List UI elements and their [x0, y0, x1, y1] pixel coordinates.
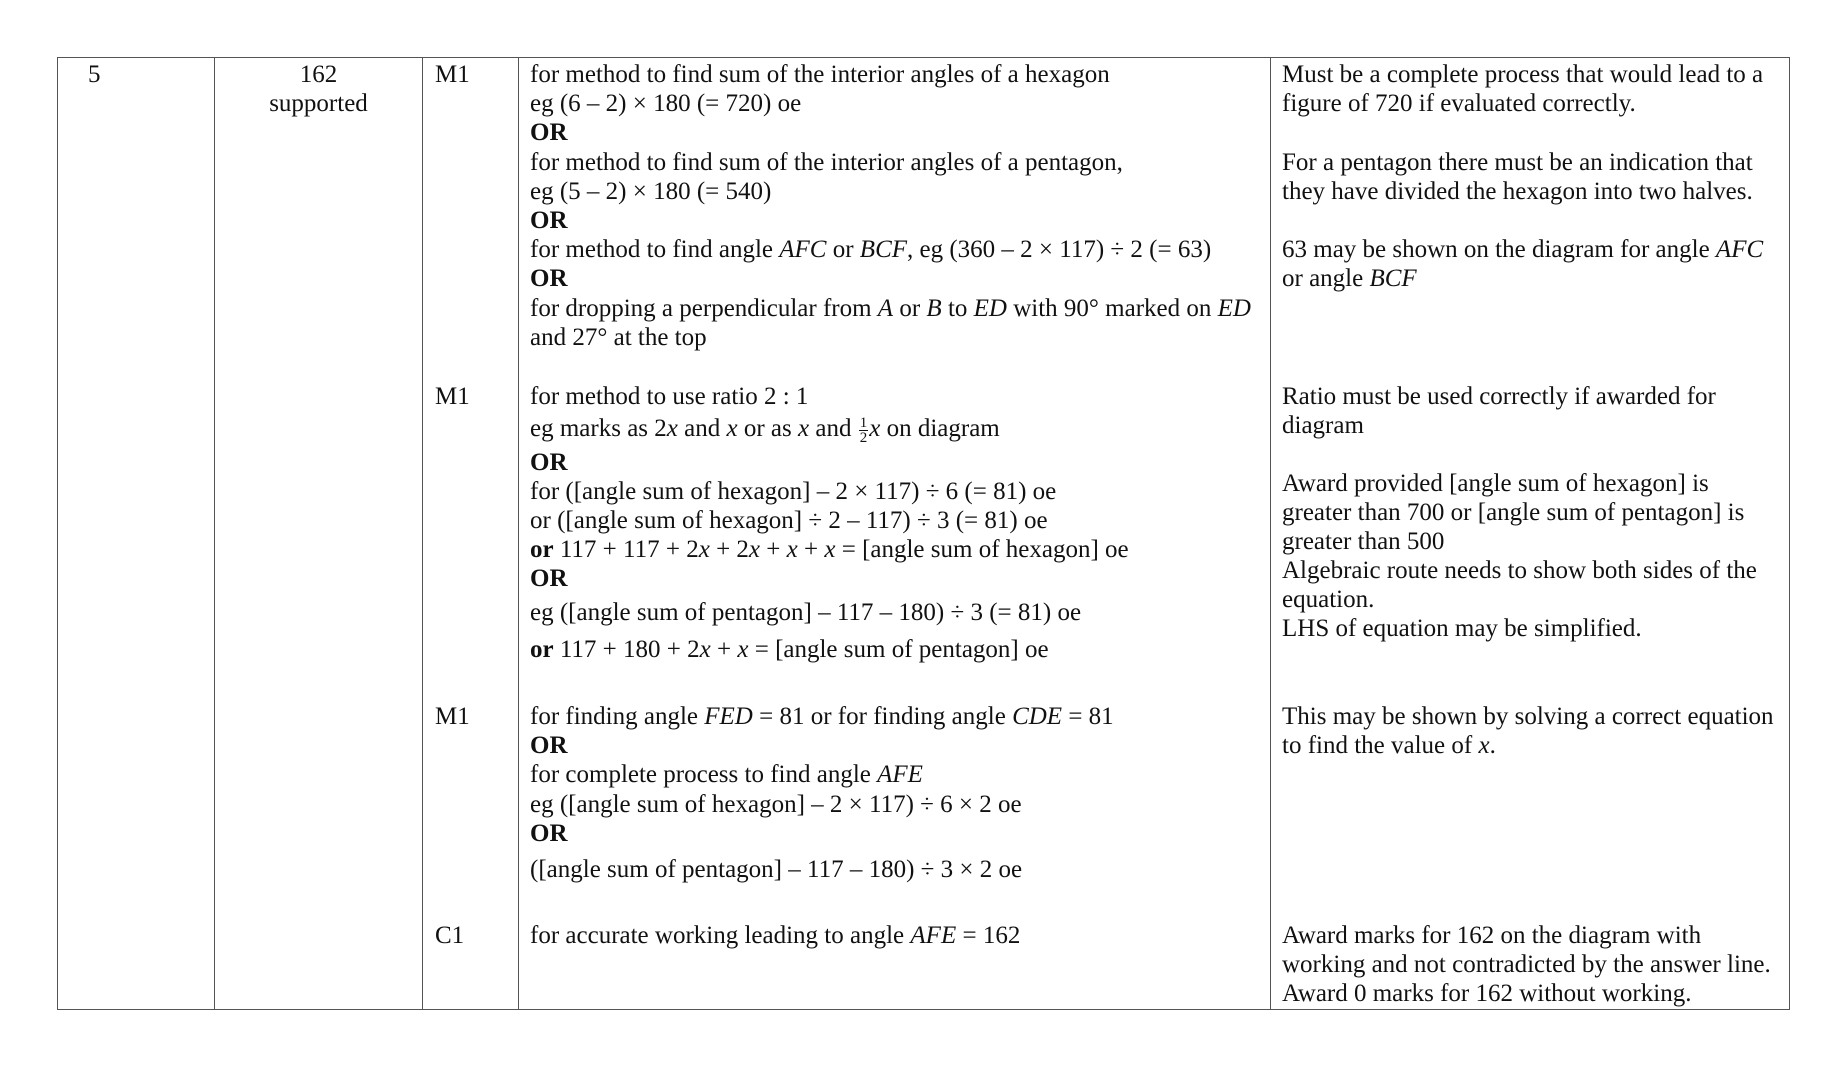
- working-line: for ([angle sum of hexagon] – 2 × 117) ÷ 6 (= 81) oe: [530, 478, 1057, 505]
- working-line: for method to use ratio 2 : 1: [530, 383, 809, 410]
- note-line: Award marks for 162 on the diagram with: [1282, 922, 1702, 949]
- working-line: for method to find sum of the interior angles of a hexagon: [530, 61, 1110, 88]
- note-line: This may be shown by solving a correct equation: [1282, 703, 1774, 730]
- question-number: 5: [88, 61, 101, 88]
- note-line: For a pentagon there must be an indication that: [1282, 149, 1753, 176]
- column-divider: [214, 58, 215, 1009]
- answer-value: 162: [299, 61, 338, 88]
- note-line: LHS of equation may be simplified.: [1282, 615, 1642, 642]
- note-line: Ratio must be used correctly if awarded for: [1282, 383, 1716, 410]
- note-line: greater than 700 or [angle sum of pentagon] is: [1282, 499, 1745, 526]
- or-label: OR: [530, 207, 568, 234]
- note-line: Algebraic route needs to show both sides of the: [1282, 557, 1757, 584]
- note-line: or angle BCF: [1282, 265, 1417, 292]
- note-line: they have divided the hexagon into two halves.: [1282, 178, 1753, 205]
- mark-code: M1: [435, 61, 470, 88]
- working-line: eg ([angle sum of hexagon] – 2 × 117) ÷ 6 × 2 oe: [530, 791, 1022, 818]
- note-line: figure of 720 if evaluated correctly.: [1282, 90, 1636, 117]
- or-label: OR: [530, 265, 568, 292]
- working-line: or 117 + 117 + 2x + 2x + x + x = [angle sum of hexagon] oe: [530, 536, 1129, 563]
- working-line: for method to find angle AFC or BCF, eg (360 – 2 × 117) ÷ 2 (= 63): [530, 236, 1212, 263]
- note-line: Award 0 marks for 162 without working.: [1282, 980, 1692, 1007]
- note-line: equation.: [1282, 586, 1375, 613]
- working-line: eg ([angle sum of pentagon] – 117 – 180) ÷ 3 (= 81) oe: [530, 599, 1082, 626]
- mark-code: M1: [435, 703, 470, 730]
- working-line: for dropping a perpendicular from A or B to ED with 90° marked on ED: [530, 295, 1251, 322]
- working-line: for accurate working leading to angle AFE = 162: [530, 922, 1021, 949]
- or-label: OR: [530, 565, 568, 592]
- working-line: for finding angle FED = 81 or for finding angle CDE = 81: [530, 703, 1114, 730]
- note-line: greater than 500: [1282, 528, 1445, 555]
- column-divider: [518, 58, 519, 1009]
- or-label: OR: [530, 119, 568, 146]
- working-line: eg (6 – 2) × 180 (= 720) oe: [530, 90, 802, 117]
- working-line: eg marks as 2x and x or as x and $\frac{1}{2}$ x on diagram: [530, 414, 1000, 446]
- working-line: or ([angle sum of hexagon] ÷ 2 – 117) ÷ 3 (= 81) oe: [530, 507, 1048, 534]
- note-line: 63 may be shown on the diagram for angle AFC: [1282, 236, 1764, 263]
- note-line: diagram: [1282, 412, 1364, 439]
- mark-code: M1: [435, 383, 470, 410]
- answer-note: supported: [269, 90, 368, 117]
- mark-scheme-table: [57, 57, 1790, 1010]
- column-divider: [422, 58, 423, 1009]
- fraction-one-half: $\frac{1}{2}$: [859, 414, 868, 446]
- column-divider: [1270, 58, 1271, 1009]
- note-line: to find the value of x.: [1282, 732, 1496, 759]
- working-line: or 117 + 180 + 2x + x = [angle sum of pentagon] oe: [530, 636, 1049, 663]
- working-line: for method to find sum of the interior angles of a pentagon,: [530, 149, 1123, 176]
- or-label: OR: [530, 820, 568, 847]
- note-line: Must be a complete process that would lead to a: [1282, 61, 1764, 88]
- working-line: eg (5 – 2) × 180 (= 540): [530, 178, 772, 205]
- note-line: working and not contradicted by the answer line.: [1282, 951, 1771, 978]
- mark-code: C1: [435, 922, 465, 949]
- working-line: and 27° at the top: [530, 324, 707, 351]
- note-line: Award provided [angle sum of hexagon] is: [1282, 470, 1709, 497]
- working-line: for complete process to find angle AFE: [530, 761, 923, 788]
- working-line: ([angle sum of pentagon] – 117 – 180) ÷ 3 × 2 oe: [530, 856, 1023, 883]
- or-label: OR: [530, 732, 568, 759]
- or-label: OR: [530, 449, 568, 476]
